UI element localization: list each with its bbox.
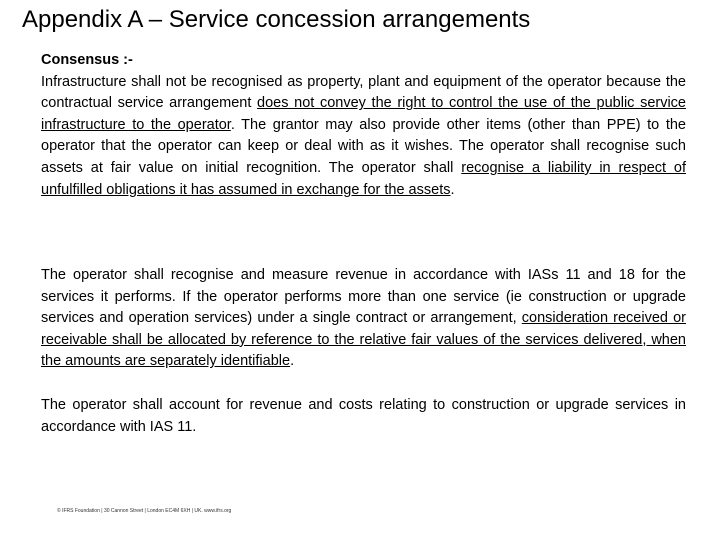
consensus-underlined-2: recognise a liability in respect of unfulfilled obligations it has assumed in exchange for the assets	[41, 159, 686, 198]
consensus-heading: Consensus :-	[41, 52, 133, 68]
revenue-underlined: consideration received or receivable shall be allocated by reference to the relative fair values of the services delivered, when the amounts are separately identifiable	[41, 310, 686, 370]
consensus-text-1: Infrastructure shall not be recognised as property, plant and equipment of the operator because the contractual service arrangement	[41, 73, 686, 112]
slide-title: Appendix A – Service concession arrangements	[22, 6, 531, 33]
consensus-text-2: . The grantor may also provide other items (other than PPE) to the operator that the operator can keep or deal with as it wishes. The operator shall recognise such assets at fair value on initial recognition. The operator shall	[41, 116, 686, 176]
construction-paragraph: The operator shall account for revenue and costs relating to construction or upgrade services in accordance with IAS 11.	[41, 397, 686, 435]
footer-copyright: © IFRS Foundation | 30 Cannon Street | London EC4M 6XH | UK. www.ifrs.org	[57, 508, 232, 514]
revenue-paragraph	[41, 265, 686, 373]
consensus-paragraph	[41, 50, 686, 201]
consensus-text-3: .	[450, 181, 455, 198]
revenue-text-2: .	[290, 353, 295, 370]
revenue-text-1: The operator shall recognise and measure revenue in accordance with IASs 11 and 18 for the services it performs. If the operator performs more than one service (ie construction or upgrade services and operation services) under a single contract or arrangement,	[41, 267, 686, 327]
consensus-underlined-1: does not convey the right to control the use of the public service infrastructure to the operator	[41, 95, 686, 133]
